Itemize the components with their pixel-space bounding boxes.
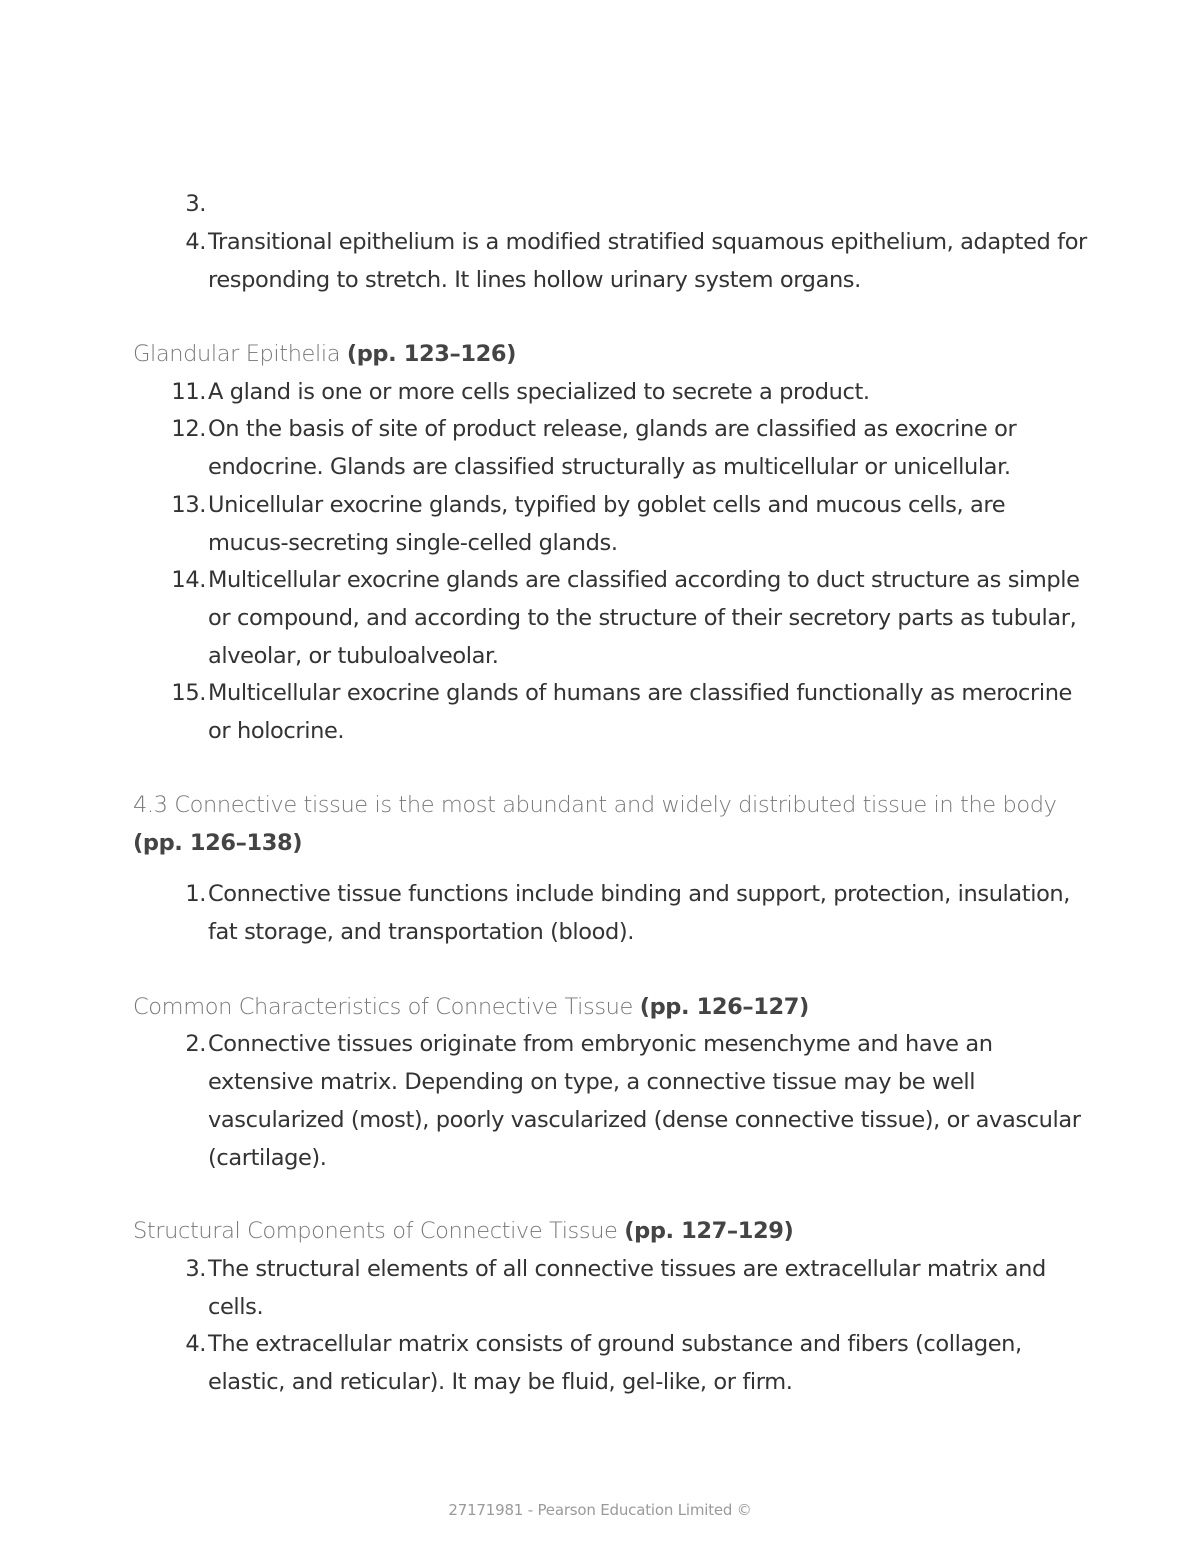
section-heading-common — [133, 988, 1073, 1026]
list-text: The extracellular matrix consists of ground substance and fibers (collagen, elastic, and reticular). It may be fluid, gel-like, or firm. — [208, 1331, 1022, 1395]
section-heading-glandular — [133, 335, 1073, 373]
list-item — [171, 486, 1088, 562]
list-item — [171, 674, 1088, 750]
list-item — [171, 561, 1088, 675]
page-footer: 27171981 - Pearson Education Limited © — [448, 1501, 752, 1519]
list-number: 3. — [185, 1256, 206, 1282]
list-number: 13. — [171, 492, 206, 518]
list-text: The structural elements of all connective tissues are extracellular matrix and cells. — [208, 1256, 1046, 1320]
list-text: Multicellular exocrine glands are classified according to duct structure as simple or compound, and according to the structure of their secretory parts as tubular, alveolar, or tubuloalveolar. — [208, 567, 1080, 669]
list-item — [185, 1325, 1088, 1401]
list-text: A gland is one or more cells specialized to secrete a product. — [208, 379, 870, 405]
list-number: 2. — [185, 1031, 206, 1057]
list-number: 11. — [171, 379, 206, 405]
page-range: (pp. 126–138) — [133, 830, 303, 856]
list-number: 14. — [171, 567, 206, 593]
list-item — [171, 373, 1088, 411]
list-number: 4. — [185, 1331, 206, 1357]
heading-text: Structural Components of Connective Tissue — [133, 1218, 625, 1244]
heading-text: 4.3 Connective tissue is the most abundant and widely distributed tissue in the body — [133, 792, 1057, 818]
heading-text: Common Characteristics of Connective Tissue — [133, 994, 640, 1020]
page-range: (pp. 127–129) — [624, 1218, 794, 1244]
page-range: (pp. 123–126) — [346, 341, 516, 367]
list-item — [185, 875, 1088, 951]
list-text: On the basis of site of product release, glands are classified as exocrine or endocrine. Glands are classified structurally as multicellular or unicellular. — [208, 416, 1017, 480]
list-item — [185, 223, 1088, 299]
list-text: Connective tissues originate from embryonic mesenchyme and have an extensive matrix. Depending on type, a connective tissue may be well vascularized (most), poorly vascularized (dense connective tissue), or avascular (cartilage). — [208, 1031, 1081, 1171]
list-number: 4. — [185, 229, 206, 255]
list-text: Connective tissue functions include binding and support, protection, insulation, fat storage, and transportation (blood). — [208, 881, 1071, 945]
page-range: (pp. 126–127) — [639, 994, 809, 1020]
list-number: 12. — [171, 416, 206, 442]
list-number: 15. — [171, 680, 206, 706]
heading-text: Glandular Epithelia — [133, 341, 347, 367]
list-number: 3. — [185, 191, 206, 217]
section-heading-connective — [133, 786, 1073, 862]
list-text: Transitional epithelium is a modified stratified squamous epithelium, adapted for responding to stretch. It lines hollow urinary system organs. — [208, 229, 1087, 293]
list-item — [185, 1025, 1088, 1177]
list-text: Multicellular exocrine glands of humans are classified functionally as merocrine or holocrine. — [208, 680, 1073, 744]
section-heading-structural — [133, 1212, 1073, 1250]
list-number: 1. — [185, 881, 206, 907]
list-item — [185, 1250, 1088, 1326]
list-item — [171, 410, 1088, 486]
list-text: Unicellular exocrine glands, typified by goblet cells and mucous cells, are mucus-secreting single-celled glands. — [208, 492, 1006, 556]
